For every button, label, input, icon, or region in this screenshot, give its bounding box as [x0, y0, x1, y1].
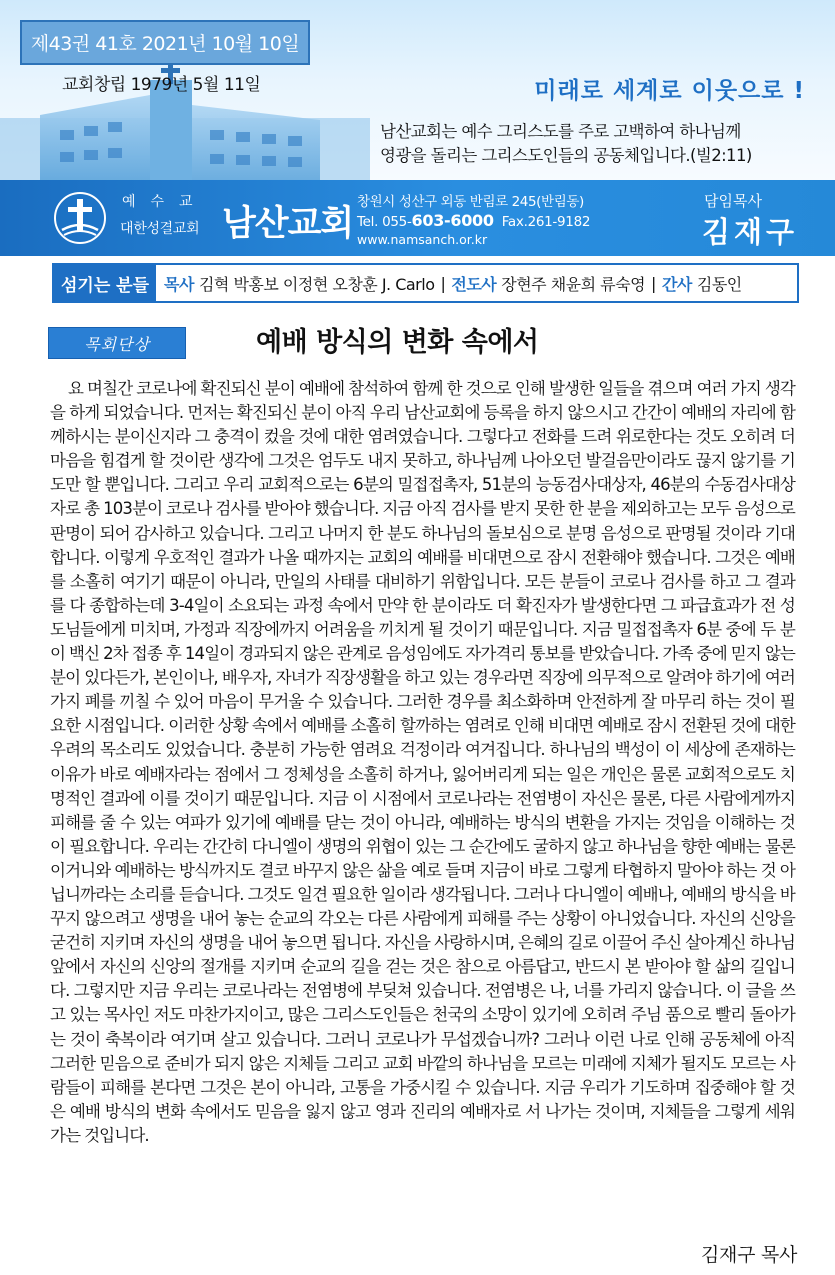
pastors-role-label: 목사: [164, 274, 194, 294]
church-info-bar: [0, 180, 835, 256]
denomination-bottom: 대한성결교회: [120, 221, 200, 237]
tel-main: 603-6000: [411, 211, 494, 230]
mission-line-1: 남산교회는 예수 그리스도를 주로 고백하여 하나님께: [380, 122, 741, 141]
fax-number: Fax.261-9182: [501, 214, 591, 230]
denomination-top: 예수교: [122, 194, 208, 210]
mission-line-2: 영광을 돌리는 그리스도인들의 공동체입니다.(빌2:11): [380, 146, 752, 165]
author-signature: 김재구 목사: [700, 1244, 797, 1266]
secretary-name: 김동인: [696, 274, 742, 294]
church-name: 남산교회: [222, 203, 354, 244]
staff-separator: |: [651, 273, 656, 293]
secretary-role-label: 간사: [661, 274, 692, 294]
staff-separator: |: [440, 273, 446, 293]
founding-date: 교회창립 1979년 5월 11일: [62, 75, 261, 95]
evangelists-role-label: 전도사: [451, 274, 497, 294]
evangelists-names: 장현주 채윤희 류숙영: [501, 274, 646, 294]
senior-pastor-name: 김재구: [702, 215, 799, 249]
staff-label: 섬기는 분들: [54, 265, 156, 301]
mission-statement: [380, 120, 820, 168]
church-address: 창원시 성산구 외동 반림로 245(반림동): [357, 194, 584, 210]
issue-text: 제43권 41호 2021년 10월 10일: [30, 33, 300, 55]
column-title: 예배 방식의 변화 속에서: [256, 327, 539, 358]
pastors-names: 김혁 박홍보 이정현 오창훈 J. Carlo: [198, 274, 435, 294]
church-motto: 미래로 세계로 이웃으로 !: [534, 78, 805, 104]
ministry-staff-row: [52, 263, 799, 303]
church-website[interactable]: www.namsanch.or.kr: [357, 232, 488, 247]
senior-pastor-label: 담임목사: [704, 192, 762, 210]
issue-info-box: [20, 20, 310, 65]
staff-list: [156, 265, 742, 301]
tel-prefix: Tel. 055-: [357, 214, 412, 230]
bulletin-header: [0, 0, 835, 256]
column-category-tag: 목회단상: [48, 327, 186, 359]
church-logo-icon: [52, 190, 108, 246]
column-body: 요 며칠간 코로나에 확진되신 분이 예배에 참석하여 함께 한 것으로 인해 발생한 일들을 겪으며 여러 가지 생각을 하게 되었습니다. 먼저는 확진되신 분이 아직 우리 남산교회에 등록을 하지 않으시고 간간이 예배의 자리에 함께하시는 분이신지라 그 충격이 컸을 것에 대한 염려였습니다. 그렇다고 전화를 드려 위로한다는 것도 오히려 더 마음을 힘겹게 할 것이란 생각에 그것은 엄두도 내지 못하고, 하나님께 나아오던 발걸음만이라도 끊지 않기를 기도만 할 뿐입니다. 그리고 우리 교회적으로는 6분의 밀접접촉자, 51분의 능동검사대상자, 46분의 수동검사대상자로 총 103분이 코로나 검사를 받아야 했습니다. 지금 아직 검사를 받지 못한 한 분을 제외하고는 모두 음성으로 판명이 되어 감사하고 있습니다. 그리고 나머지 한 분도 하나님의 돌보심으로 분명 음성으로 판명될 것이라 기대합니다. 이렇게 우호적인 결과가 나올 때까지는 교회의 예배를 비대면으로 잠시 전환해야 했습니다. 그것은 예배를 소홀히 여기기 때문이 아니라, 만일의 사태를 대비하기 위함입니다. 모든 분들이 코로나 검사를 하고 그 결과를 다 종합하는데 3-4일이 소요되는 과정 속에서 만약 한 분이라도 더 확진자가 발생한다면 그 파급효과가 전 성도님들에게 미치며, 가정과 직장에까지 어려움을 끼치게 될 것이기 때문입니다. 지금 밀접접촉자 6분 중에 두 분이 백신 2차 접종 후 14일이 경과되지 않은 관계로 음성임에도 자가격리 통보를 받았습니다. 가족 중에 믿지 않는 분이 있다든가, 본인이나, 배우자, 자녀가 직장생활을 하고 있는 경우라면 직장에 의무적으로 알려야 하기에 여러 가지 폐를 끼칠 수 있어 마음이 무거울 수 있습니다. 그러한 경우를 최소화하며 안전하게 잘 마무리 하는 것이 필요한 시점입니다. 이러한 상황 속에서 예배를 소홀히 할까하는 염려로 인해 비대면 예배로 잠시 전환된 것에 대한 우려의 목소리도 있었습니다. 충분히 가능한 염려요 걱정이라 여겨집니다. 하나님의 백성이 이 세상에 존재하는 이유가 바로 예배자라는 점에서 그 정체성을 소홀히 하거나, 잃어버리게 되는 일은 개인은 물론 교회적으로도 치명적인 결과에 이를 것이기 때문입니다. 지금 이 시점에서 코로나라는 전염병이 자신은 물론, 다른 사람에게까지 피해를 줄 수 있는 여파가 있기에 예배를 닫는 것이 아니라, 예배하는 방식의 변환을 가지는 것임을 이해하는 것이 필요합니다. 우리는 간간히 다니엘이 생명의 위협이 있는 그 순간에도 굴하지 않고 하나님을 향한 예배는 물론이거니와 예배하는 방식까지도 결코 바꾸지 않은 삶을 예로 들며 지금이 바로 그렇게 타협하지 말아야 하는 것 아닙니까라는 소리를 듣습니다. 그것도 일견 필요한 일이라 생각됩니다. 그러나 다니엘이 예배나, 예배의 방식을 바꾸지 않으려고 생명을 내어 놓는 순교의 각오는 다른 사람에게 피해를 주는 상황이 아니었습니다. 자신의 신앙을 굳건히 지키며 자신의 생명을 내어 놓으면 됩니다. 자신을 사랑하시며, 은혜의 길로 이끌어 주신 살아계신 하나님 앞에서 자신의 신앙의 절개를 지키며 순교의 길을 걷는 것은 참으로 아름답고, 반드시 본 받아야 할 삶의 길입니다. 그렇지만 지금 우리는 코로나라는 전염병에 부딪쳐 있습니다. 전염병은 나, 너를 가리지 않습니다. 이 글을 쓰고 있는 목사인 저도 마찬가지이고, 많은 그리스도인들은 천국의 소망이 있기에 오히려 주님 품으로 빨리 돌아가는 것이 축복이라 여기며 살고 있습니다. 그러니 코로나가 무섭겠습니까? 그러나 이런 나로 인해 공동체에 아직 그러한 믿음으로 준비가 되지 않은 지체들 그리고 교회 바깥의 하나님을 모르는 미래에 지체가 될지도 모르는 사람들이 피해를 본다면 그것은 본이 아니라, 고통을 가중시킬 수 있습니다. 지금 우리가 기도하며 집중해야 할 것은 예배 방식의 변화 속에서도 믿음을 잃지 않고 영과 진리의 예배자로 서 나가는 것이며, 지체들을 그렇게 세워가는 것입니다.: [50, 379, 795, 1145]
church-phone-fax: [357, 211, 590, 230]
